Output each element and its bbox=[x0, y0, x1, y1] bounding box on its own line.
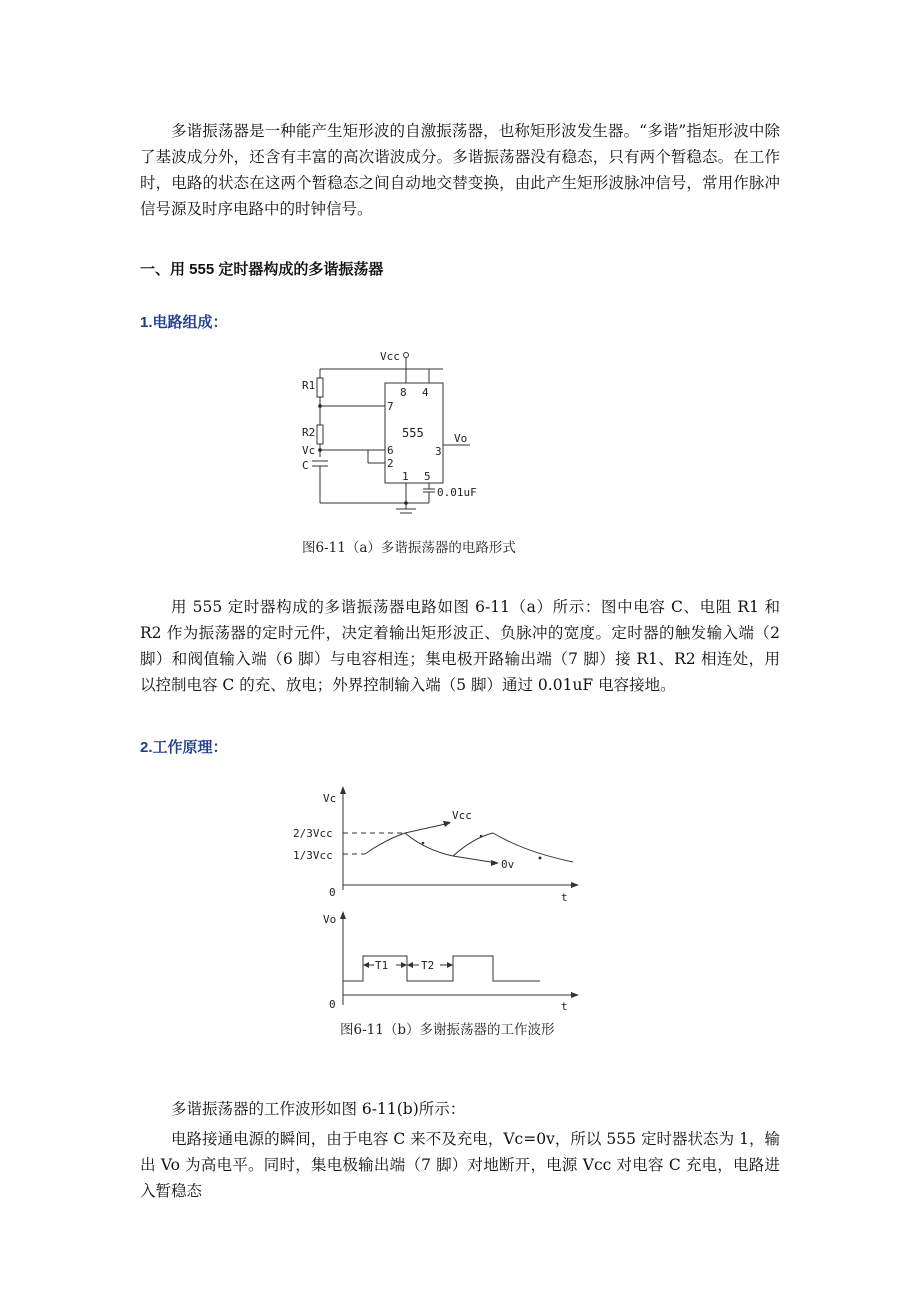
pin-6-label: 6 bbox=[387, 444, 394, 457]
waveform-diagram bbox=[285, 780, 585, 1020]
circuit-description-paragraph: 用 555 定时器构成的多谐振荡器电路如图 6-11（a）所示：图中电容 C、电阻 R1 和 R2 作为振荡器的定时元件，决定着输出矩形波正、负脉冲的宽度。定时器的触发输入端（2 脚）和阀值输入端（6 脚）与电容相连；集电极开路输出端（7 脚）接 R1、R2 相连处，用以控制电容 C 的充、放电；外界控制输入端（5 脚）通过 0.01uF 电容接地。 bbox=[140, 598, 780, 694]
vc-axis-label: Vc bbox=[323, 792, 337, 805]
two-third-vcc-label: 2/3Vcc bbox=[293, 827, 333, 840]
top-time-label: t bbox=[561, 891, 568, 904]
pin-1-label: 1 bbox=[402, 470, 409, 483]
zero-volt-label: 0v bbox=[501, 858, 515, 871]
vcc-label: Vcc bbox=[380, 350, 400, 363]
subsection-heading-principle: 2.工作原理： bbox=[140, 739, 228, 756]
pin-7-label: 7 bbox=[387, 400, 394, 413]
pin-4-label: 4 bbox=[422, 386, 429, 399]
pin-5-label: 5 bbox=[424, 470, 431, 483]
pin-2-label: 2 bbox=[387, 457, 394, 470]
subsection-heading-circuit: 1.电路组成： bbox=[140, 314, 228, 331]
pin-3-label: 3 bbox=[435, 445, 442, 458]
t1-label: T1 bbox=[375, 959, 389, 972]
capacitor-value-label: 0.01uF bbox=[437, 486, 477, 499]
bottom-time-label: t bbox=[561, 1000, 568, 1013]
intro-paragraph: 多谐振荡器是一种能产生矩形波的自激振荡器，也称矩形波发生器。“多谐”指矩形波中除了基波成分外，还含有丰富的高次谐波成分。多谐振荡器没有稳态，只有两个暂稳态。在工作时，电路的状态在这两个暂稳态之间自动地交替变换，由此产生矩形波脉冲信号，常用作脉冲信号源及时序电路中的时钟信号。 bbox=[140, 122, 780, 218]
vcc-arrow-label: Vcc bbox=[452, 809, 472, 822]
vo-axis-label: Vo bbox=[323, 913, 337, 926]
waveform-intro-paragraph: 多谐振荡器的工作波形如图 6-11(b)所示： bbox=[171, 1100, 466, 1118]
chip-label: 555 bbox=[402, 426, 424, 440]
vo-label: Vo bbox=[454, 432, 468, 445]
r2-label: R2 bbox=[302, 426, 316, 439]
vc-label: Vc bbox=[302, 444, 316, 457]
circuit-diagram bbox=[290, 345, 540, 525]
r1-label: R1 bbox=[302, 379, 316, 392]
figure-b-caption: 图6-11（b）多谢振荡器的工作波形 bbox=[340, 1022, 555, 1038]
bottom-origin-label: 0 bbox=[329, 998, 336, 1011]
operation-paragraph: 电路接通电源的瞬间，由于电容 C 来不及充电，Vc=0v，所以 555 定时器状态为 1，输出 Vo 为高电平。同时，集电极输出端（7 脚）对地断开，电源 Vcc 对电容 C 充电，电路进入暂稳态 bbox=[140, 1130, 780, 1200]
c-label: C bbox=[302, 459, 309, 472]
figure-a-caption: 图6-11（a）多谐振荡器的电路形式 bbox=[302, 540, 516, 556]
top-origin-label: 0 bbox=[329, 886, 336, 899]
t2-label: T2 bbox=[421, 959, 435, 972]
section-heading: 一、用 555 定时器构成的多谐振荡器 bbox=[140, 261, 384, 278]
pin-8-label: 8 bbox=[400, 386, 407, 399]
one-third-vcc-label: 1/3Vcc bbox=[293, 849, 333, 862]
